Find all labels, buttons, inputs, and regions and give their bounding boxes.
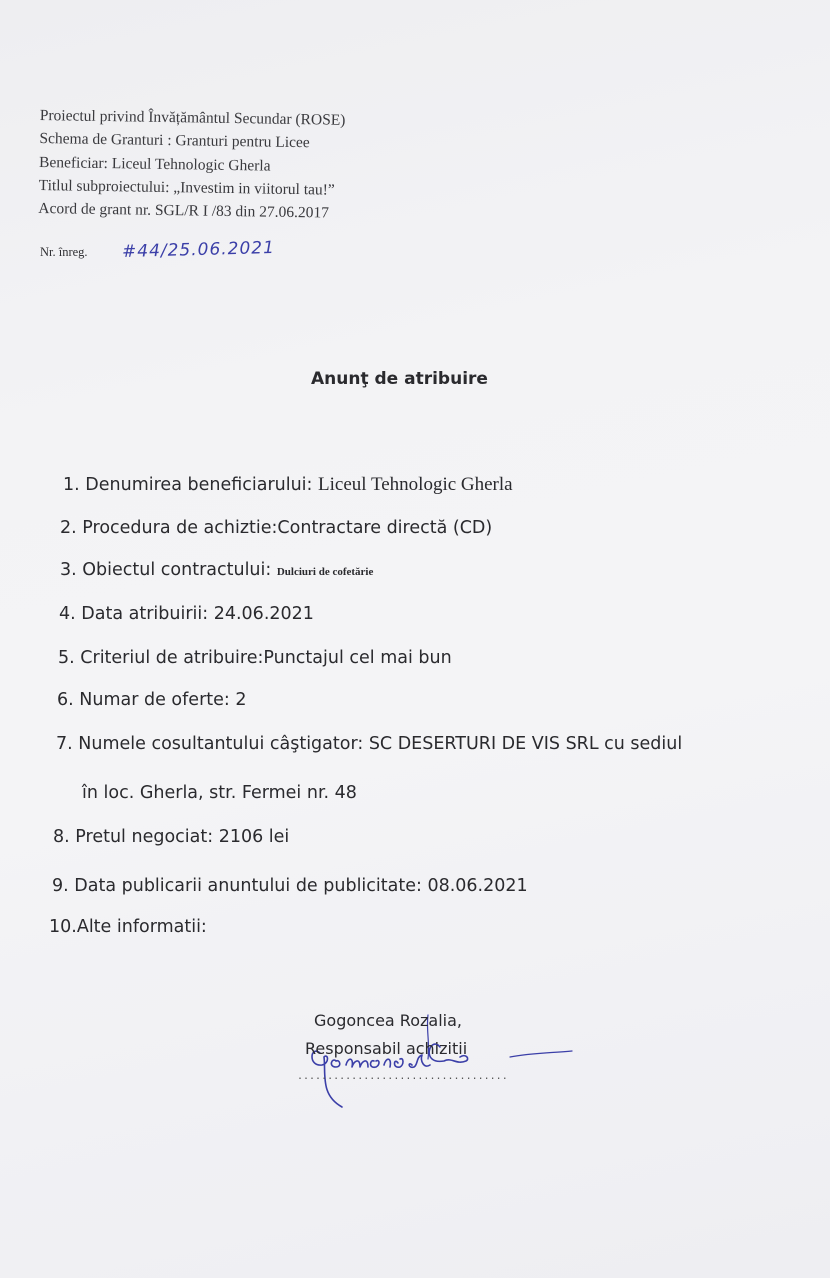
signatory-name: Gogoncea Rozalia,: [314, 1011, 462, 1030]
list-item-negotiated-price: [53, 827, 289, 847]
header-line-project: Proiectul privind Învățământul Secundar (ROSE): [39, 106, 346, 129]
item-label: Alte informatii:: [76, 917, 207, 937]
item-label: Numele cosultantului câştigator:: [78, 734, 369, 754]
item-value: SC DESERTURI DE VIS SRL cu sediul: [368, 734, 683, 754]
list-item-award-date: [59, 604, 314, 624]
item-label: Criteriul de atribuire:: [80, 648, 264, 668]
list-item-beneficiary: [63, 474, 513, 496]
signature-dotted-line: ...................................: [297, 1071, 508, 1082]
list-item-other-info: [49, 917, 207, 937]
item-value: Contractare directă (CD): [277, 518, 493, 538]
item-number: 8.: [53, 827, 70, 847]
item-value: 2: [235, 690, 247, 710]
item-value: Dulciuri de cofetărie: [276, 566, 374, 578]
registration-label: Nr. înreg.: [40, 245, 88, 259]
item-number: 6.: [57, 690, 74, 710]
item-number: 9.: [52, 876, 69, 896]
list-item-offer-count: [57, 690, 247, 710]
list-item-publication-date: [52, 876, 528, 896]
item-label: Denumirea beneficiarului:: [85, 475, 319, 495]
item-label: Numar de oferte:: [79, 690, 236, 710]
list-item-award-criterion: [58, 648, 452, 668]
list-item-winning-consultant: [56, 734, 682, 754]
header-line-scheme: Schema de Granturi : Granturi pentru Licee: [39, 130, 310, 152]
item-value: 08.06.2021: [427, 876, 528, 896]
registration-number-handwritten: #44/25.06.2021: [121, 238, 276, 262]
item-number: 5.: [58, 648, 75, 668]
item-number: 10.: [49, 917, 77, 937]
item-label: Obiectul contractului:: [82, 560, 277, 580]
item-number: 7.: [56, 734, 73, 754]
item-label: Procedura de achiztie:: [82, 518, 278, 538]
item-value: 24.06.2021: [213, 604, 314, 624]
document-title: Anunţ de atribuire: [311, 369, 488, 389]
item-number: 3.: [60, 560, 77, 580]
list-item-contract-object: [60, 560, 373, 580]
signatory-role: Responsabil achizitii: [305, 1039, 468, 1058]
project-header: [38, 104, 560, 229]
header-line-subproject: Titlul subproiectului: „Investim in viitorul tau!”: [38, 176, 335, 199]
item-number: 2.: [60, 518, 77, 538]
item-value: 2106 lei: [218, 827, 290, 847]
item-label: Pretul negociat:: [75, 827, 219, 847]
item-number: 1.: [63, 475, 80, 495]
header-line-beneficiary: Beneficiar: Liceul Tehnologic Gherla: [38, 153, 271, 175]
list-item-procedure: [60, 518, 492, 538]
item-label: Data publicarii anuntului de publicitate:: [74, 876, 428, 896]
item-label: Data atribuirii:: [81, 604, 214, 624]
item-value: Punctajul cel mai bun: [263, 648, 452, 668]
list-item-consultant-address: în loc. Gherla, str. Fermei nr. 48: [82, 783, 357, 803]
item-number: 4.: [59, 604, 76, 624]
header-line-grant: Acord de grant nr. SGL/R I /83 din 27.06.2017: [38, 200, 330, 222]
item-value: Liceul Tehnologic Gherla: [318, 474, 513, 495]
